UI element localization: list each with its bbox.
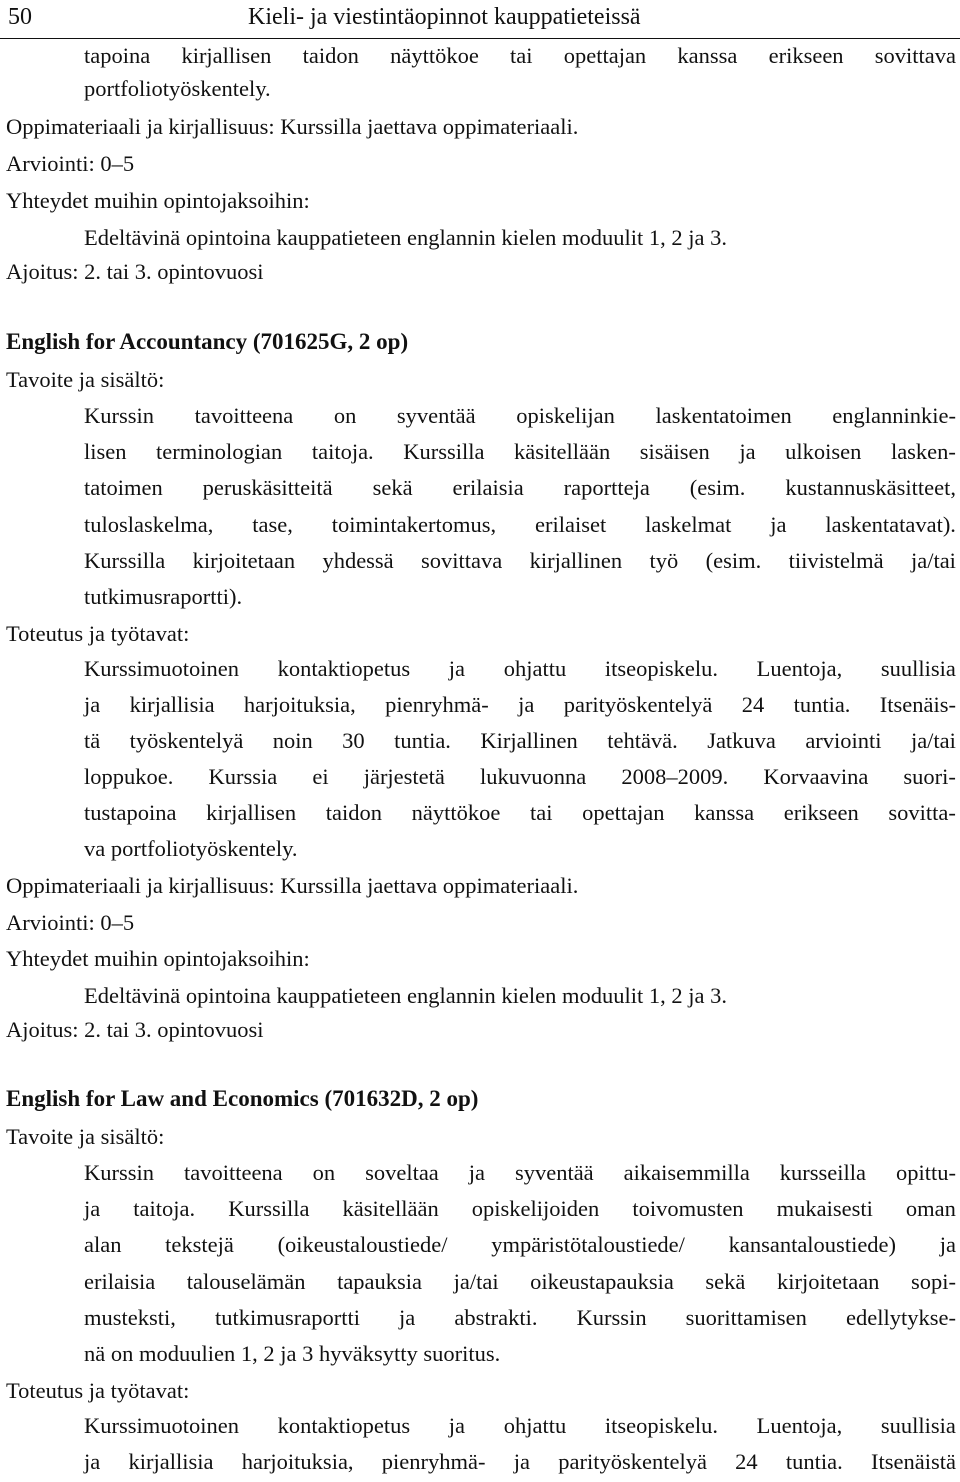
assessment: Arviointi: 0–5: [6, 151, 135, 176]
body-line: nä on moduulien 1, 2 ja 3 hyväksytty suoritus.: [84, 1341, 501, 1366]
body-line: tustapoina kirjallisen taidon näyttökoe tai opettajan kanssa erikseen sovitta-: [84, 800, 956, 825]
assessment: Arviointi: 0–5: [6, 910, 135, 935]
section-label: Yhteydet muihin opintojaksoihin:: [6, 188, 310, 213]
course-heading: English for Accountancy (701625G, 2 op): [6, 329, 409, 354]
body-line: va portfoliotyöskentely.: [84, 836, 298, 861]
body-line: Kurssin tavoitteena on syventää opiskelijan laskentatoimen englanninkie-: [84, 403, 956, 428]
body-line: ja kirjallisia harjoituksia, pienryhmä- ja parityöskentelyä 24 tuntia. Itsenäis-: [84, 692, 956, 717]
body-line: Kurssilla kirjoitetaan yhdessä sovittava kirjallinen työ (esim. tiivistelmä ja/tai: [84, 548, 956, 573]
section-label: Toteutus ja työtavat:: [6, 1378, 190, 1403]
body-line: tuloslaskelma, tase, toimintakertomus, erilaiset laskelmat ja laskentatavat).: [84, 512, 956, 537]
course-materials: Oppimateriaali ja kirjallisuus: Kurssilla jaettava oppimateriaali.: [6, 114, 579, 139]
body-line: musteksti, tutkimusraportti ja abstrakti. Kurssin suorittamisen edellytykse-: [84, 1305, 956, 1330]
course-heading: English for Law and Economics (701632D, 2 op): [6, 1086, 479, 1111]
page-number: 50: [8, 4, 32, 30]
section-label: Tavoite ja sisältö:: [6, 367, 165, 392]
body-line: Edeltävinä opintoina kauppatieteen englannin kielen moduulit 1, 2 ja 3.: [84, 983, 727, 1008]
body-line: portfoliotyöskentely.: [84, 76, 271, 101]
running-title: Kieli- ja viestintäopinnot kauppatieteissä: [248, 4, 641, 30]
body-line: alan tekstejä (oikeustaloustiede/ ympäristötaloustiede/ kansantaloustiede) ja: [84, 1232, 956, 1257]
body-line: tutkimusraportti).: [84, 584, 243, 609]
body-line: tä työskentelyä noin 30 tuntia. Kirjallinen tehtävä. Jatkuva arviointi ja/tai: [84, 728, 956, 753]
timing: Ajoitus: 2. tai 3. opintovuosi: [6, 259, 264, 284]
body-line: loppukoe. Kurssia ei järjestetä lukuvuonna 2008–2009. Korvaavina suori-: [84, 764, 956, 789]
body-line: Edeltävinä opintoina kauppatieteen englannin kielen moduulit 1, 2 ja 3.: [84, 225, 727, 250]
body-line: Kurssimuotoinen kontaktiopetus ja ohjattu itseopiskelu. Luentoja, suullisia: [84, 656, 956, 681]
body-line: Kurssin tavoitteena on soveltaa ja syventää aikaisemmilla kursseilla opittu-: [84, 1160, 956, 1185]
section-label: Tavoite ja sisältö:: [6, 1124, 165, 1149]
body-line: ja kirjallisia harjoituksia, pienryhmä- ja parityöskentelyä 24 tuntia. Itsenäistä: [84, 1449, 956, 1474]
body-line: lisen terminologian taitoja. Kurssilla käsitellään sisäisen ja ulkoisen lasken-: [84, 439, 956, 464]
page-header: [0, 0, 960, 39]
section-label: Yhteydet muihin opintojaksoihin:: [6, 946, 310, 971]
course-materials: Oppimateriaali ja kirjallisuus: Kurssilla jaettava oppimateriaali.: [6, 873, 579, 898]
body-line: tatoimen peruskäsitteitä sekä erilaisia raportteja (esim. kustannuskäsitteet,: [84, 475, 956, 500]
section-label: Toteutus ja työtavat:: [6, 621, 190, 646]
body-line: Kurssimuotoinen kontaktiopetus ja ohjattu itseopiskelu. Luentoja, suullisia: [84, 1413, 956, 1438]
body-line: tapoina kirjallisen taidon näyttökoe tai opettajan kanssa erikseen sovittava: [84, 43, 956, 68]
body-line: ja taitoja. Kurssilla käsitellään opiskelijoiden toivomusten mukaisesti oman: [84, 1196, 956, 1221]
timing: Ajoitus: 2. tai 3. opintovuosi: [6, 1017, 264, 1042]
body-line: erilaisia talouselämän tapauksia ja/tai oikeustapauksia sekä kirjoitetaan sopi-: [84, 1269, 956, 1294]
